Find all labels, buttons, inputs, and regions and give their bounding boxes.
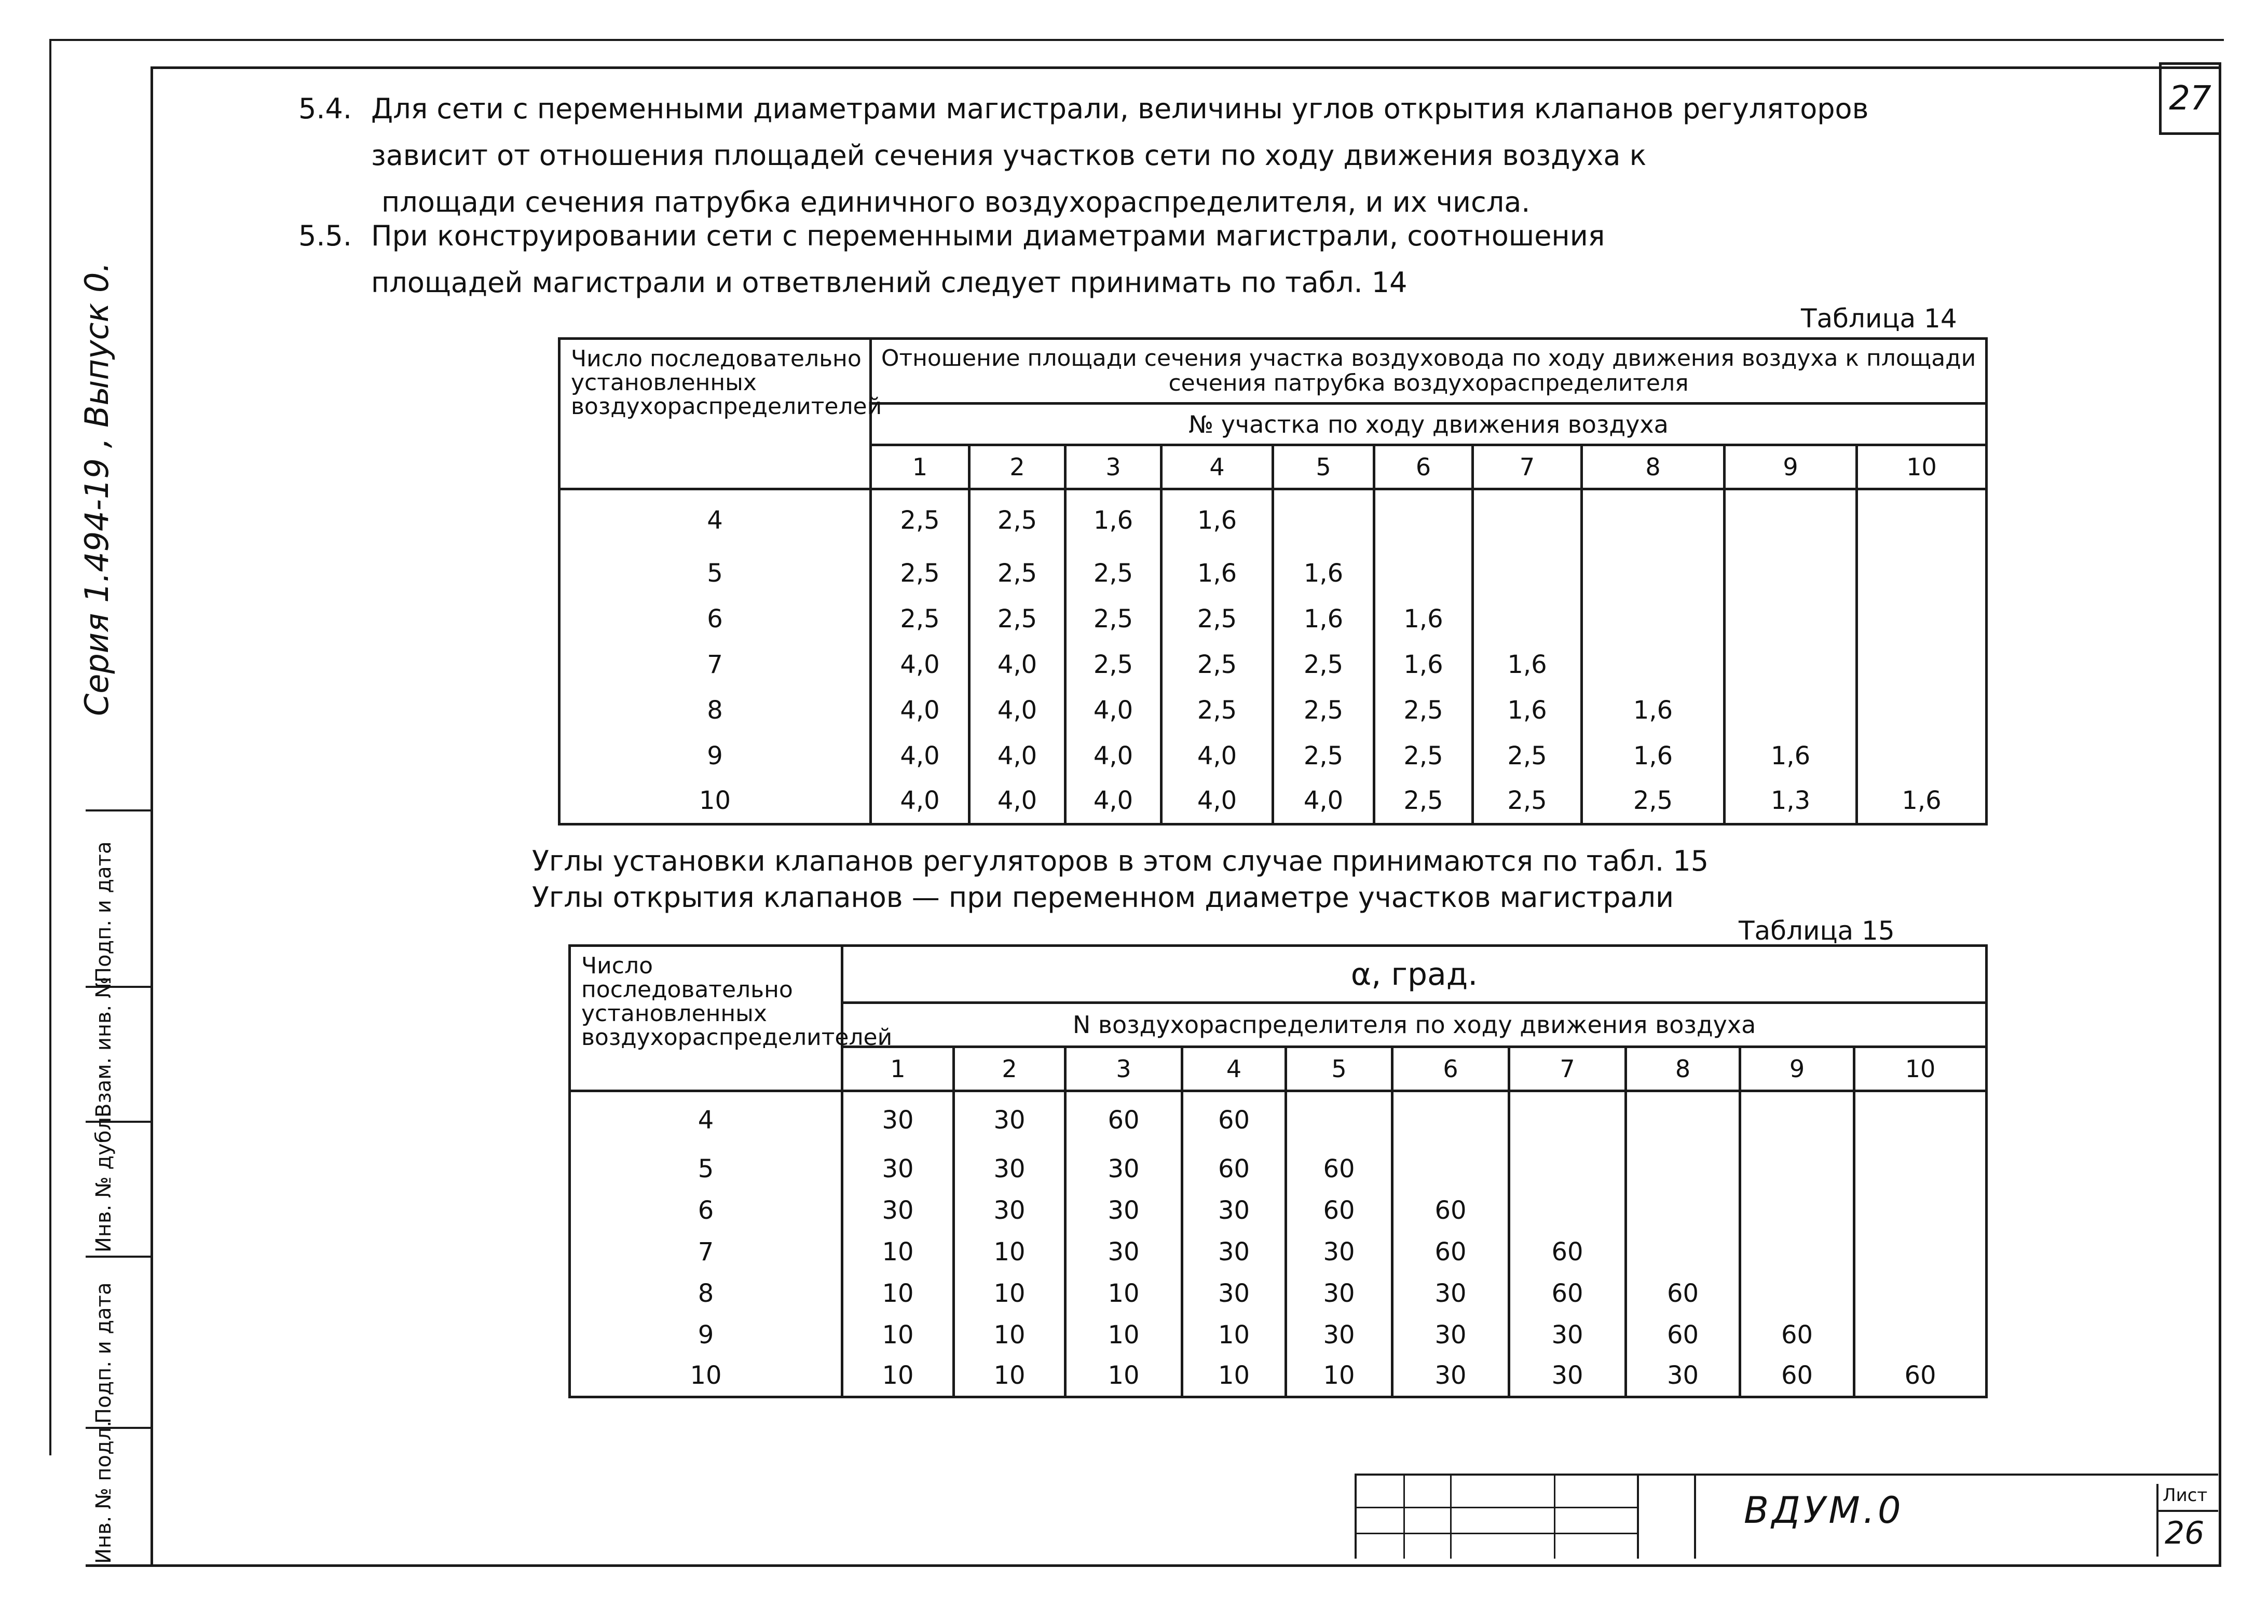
table-14 (558, 337, 1988, 825)
table-cell (1374, 550, 1473, 596)
table15-group-header: α, град. (842, 946, 1987, 1003)
table-cell: 4,0 (1162, 733, 1273, 779)
table-cell: 30 (842, 1190, 954, 1231)
table-cell: 2,5 (1374, 687, 1473, 733)
table-cell: 10 (842, 1356, 954, 1397)
table-cell: 4,0 (871, 779, 969, 824)
table-cell: 30 (1065, 1231, 1182, 1273)
table-cell: 30 (1509, 1356, 1626, 1397)
paragraph-line (298, 213, 1605, 259)
table-cell (1854, 1231, 1987, 1273)
table-row (559, 642, 1987, 687)
row-count-cell: 10 (570, 1356, 842, 1397)
stamp-cell (86, 976, 151, 1123)
table-cell: 1,6 (1374, 596, 1473, 642)
table-row (570, 1091, 1987, 1148)
paragraph-5-4 (298, 86, 1868, 226)
row-count-cell: 10 (559, 779, 871, 824)
table-cell: 30 (1392, 1356, 1509, 1397)
paragraph-5-5 (298, 213, 1605, 306)
table-cell: 60 (1740, 1356, 1854, 1397)
table-cell: 2,5 (1065, 642, 1162, 687)
table-cell: 4,0 (969, 687, 1065, 733)
stamp-label: Подп. и дата (92, 1282, 116, 1424)
table-cell: 4,0 (1273, 779, 1374, 824)
row-count-cell: 4 (570, 1091, 842, 1148)
series-side-title: Серия 1.494-19 , Выпуск 0. (78, 262, 116, 716)
table-cell: 60 (1286, 1190, 1392, 1231)
table14-column-header: 1 (871, 445, 969, 489)
table-cell: 4,0 (871, 733, 969, 779)
table-cell (1854, 1091, 1987, 1148)
table-cell (1582, 550, 1725, 596)
document-code: ВДУМ.0 (1744, 1489, 1904, 1532)
table-cell: 1,6 (1374, 642, 1473, 687)
table-cell: 4,0 (969, 733, 1065, 779)
table-cell: 4,0 (1162, 779, 1273, 824)
approval-stamp-column (86, 809, 151, 1567)
stamp-cell (86, 809, 151, 988)
paragraph-line (298, 86, 1868, 132)
table-cell: 10 (954, 1356, 1065, 1397)
table-row (559, 596, 1987, 642)
table-cell: 60 (1182, 1091, 1286, 1148)
page-number: 27 (2159, 62, 2221, 135)
table-cell: 60 (1182, 1148, 1286, 1190)
table-cell: 1,6 (1857, 779, 1987, 824)
table-cell (1857, 687, 1987, 733)
table-cell: 2,5 (969, 489, 1065, 550)
table-row (559, 733, 1987, 779)
table-cell: 1,6 (1473, 642, 1582, 687)
table-cell (1740, 1273, 1854, 1314)
table14-caption: Таблица 14 (1801, 304, 1957, 334)
mid-text-line: Углы открытия клапанов — при переменном диаметре участков магистрали (532, 881, 1674, 914)
table-cell: 2,5 (1473, 733, 1582, 779)
mid-text (532, 843, 1709, 916)
table-cell (1273, 489, 1374, 550)
row-count-cell: 9 (570, 1314, 842, 1356)
table-cell (1582, 489, 1725, 550)
table-cell: 60 (1286, 1148, 1392, 1190)
table-cell: 2,5 (1162, 687, 1273, 733)
row-count-cell: 4 (559, 489, 871, 550)
frame-bottom-line (86, 1564, 2221, 1567)
table-cell: 60 (1626, 1314, 1740, 1356)
table15-column-header: 10 (1854, 1047, 1987, 1091)
table-cell: 30 (1065, 1190, 1182, 1231)
table-cell (1740, 1190, 1854, 1231)
table14-group-header: Отношение площади сечения участка воздуховода по ходу движения воздуха к площади сечения патрубка воздухораспределителя (871, 339, 1987, 404)
table-cell (1626, 1148, 1740, 1190)
table-cell (1374, 489, 1473, 550)
row-count-cell: 8 (559, 687, 871, 733)
sheet-box (2156, 1484, 2218, 1557)
table14-row-header: Число последовательно установленных воздухораспределителей (559, 339, 871, 489)
paragraph-text: площади сечения патрубка единичного воздухораспределителя, и их числа. (381, 186, 1531, 218)
table-cell: 2,5 (871, 489, 969, 550)
frame-inner-top-line (151, 66, 2221, 69)
table-row (570, 1148, 1987, 1190)
table-row (570, 1314, 1987, 1356)
table14-column-header: 8 (1582, 445, 1725, 489)
table-cell: 10 (1286, 1356, 1392, 1397)
table-cell: 30 (954, 1190, 1065, 1231)
table15-column-header: 5 (1286, 1047, 1392, 1091)
table15-column-header: 6 (1392, 1047, 1509, 1091)
table-row (570, 1190, 1987, 1231)
table15-column-header: 8 (1626, 1047, 1740, 1091)
table-cell: 1,6 (1273, 596, 1374, 642)
table15-column-header: 4 (1182, 1047, 1286, 1091)
table-15 (568, 944, 1988, 1398)
table-cell: 4,0 (969, 779, 1065, 824)
table-cell: 10 (1065, 1314, 1182, 1356)
table-cell (1725, 489, 1857, 550)
table-cell: 10 (954, 1231, 1065, 1273)
table-cell: 10 (842, 1231, 954, 1273)
paragraph-text: площадей магистрали и ответвлений следует принимать по табл. 14 (371, 266, 1408, 299)
table-row (570, 1273, 1987, 1314)
table-cell: 60 (1740, 1314, 1854, 1356)
sheet-label: Лист (2163, 1485, 2208, 1506)
table-cell (1857, 550, 1987, 596)
table-row (570, 1231, 1987, 1273)
table-cell: 2,5 (1065, 596, 1162, 642)
table14-column-header: 3 (1065, 445, 1162, 489)
table-cell: 30 (954, 1148, 1065, 1190)
table-row (559, 550, 1987, 596)
table-cell: 1,6 (1582, 687, 1725, 733)
title-block-divider (1450, 1476, 1452, 1559)
stamp-label: Инв. № дубл. (92, 1110, 116, 1253)
table-cell: 60 (1065, 1091, 1182, 1148)
table-cell: 60 (1854, 1356, 1987, 1397)
table-cell: 60 (1509, 1231, 1626, 1273)
table-cell: 10 (1065, 1273, 1182, 1314)
sheet-box-divider (2158, 1510, 2218, 1512)
table-cell (1582, 642, 1725, 687)
paragraph-text: Для сети с переменными диаметрами магистрали, величины углов открытия клапанов регуляторов (371, 92, 1869, 125)
table-cell: 4,0 (1065, 779, 1162, 824)
table-cell: 30 (842, 1091, 954, 1148)
sheet-number: 26 (2165, 1515, 2205, 1551)
table14-sub-header: № участка по ходу движения воздуха (871, 404, 1987, 445)
row-count-cell: 5 (559, 550, 871, 596)
stamp-cell (86, 1421, 151, 1569)
table-cell: 60 (1626, 1273, 1740, 1314)
row-count-cell: 7 (559, 642, 871, 687)
row-count-cell: 5 (570, 1148, 842, 1190)
table-cell: 2,5 (1065, 550, 1162, 596)
frame-top-line (49, 39, 2224, 41)
table-cell: 30 (954, 1091, 1065, 1148)
table14-column-header: 7 (1473, 445, 1582, 489)
table-cell (1854, 1314, 1987, 1356)
table-cell: 30 (842, 1148, 954, 1190)
table-cell (1740, 1231, 1854, 1273)
table-cell: 1,6 (1725, 733, 1857, 779)
table-cell: 30 (1286, 1273, 1392, 1314)
table-cell: 10 (1182, 1356, 1286, 1397)
table-cell: 1,6 (1582, 733, 1725, 779)
table-cell: 30 (1182, 1190, 1286, 1231)
table-cell: 1,6 (1473, 687, 1582, 733)
table-cell: 30 (1182, 1273, 1286, 1314)
table-cell: 60 (1392, 1190, 1509, 1231)
table-cell: 4,0 (871, 642, 969, 687)
table15-column-header: 3 (1065, 1047, 1182, 1091)
table-cell (1725, 642, 1857, 687)
table-cell: 4,0 (1065, 733, 1162, 779)
table15-column-header: 2 (954, 1047, 1065, 1091)
table-cell: 2,5 (1273, 687, 1374, 733)
frame-left-inner-line (151, 67, 153, 1567)
table-cell (1740, 1091, 1854, 1148)
table-cell (1473, 489, 1582, 550)
table-cell: 2,5 (1273, 642, 1374, 687)
table14-column-header: 10 (1857, 445, 1987, 489)
table-cell (1857, 489, 1987, 550)
table-cell: 10 (1182, 1314, 1286, 1356)
table-cell (1854, 1273, 1987, 1314)
table-cell: 10 (954, 1314, 1065, 1356)
row-count-cell: 6 (570, 1190, 842, 1231)
table-cell (1626, 1091, 1740, 1148)
table-cell: 10 (842, 1273, 954, 1314)
table-cell: 10 (1065, 1356, 1182, 1397)
table-cell (1626, 1190, 1740, 1231)
table-cell (1509, 1091, 1626, 1148)
title-block-divider (1357, 1507, 1637, 1508)
table-cell (1725, 687, 1857, 733)
table-row (570, 1356, 1987, 1397)
row-count-cell: 7 (570, 1231, 842, 1273)
table-cell: 2,5 (1162, 596, 1273, 642)
table-cell: 4,0 (871, 687, 969, 733)
table14-column-header: 2 (969, 445, 1065, 489)
table-cell: 1,6 (1065, 489, 1162, 550)
paragraph-line (298, 259, 1605, 306)
table-cell: 2,5 (871, 596, 969, 642)
table-cell: 2,5 (1374, 733, 1473, 779)
paragraph-number: 5.5. (298, 219, 352, 252)
table14-column-header: 6 (1374, 445, 1473, 489)
stamp-label: Инв. № подл. (92, 1421, 116, 1564)
table-row (559, 489, 1987, 550)
row-count-cell: 9 (559, 733, 871, 779)
table-cell (1857, 596, 1987, 642)
table-cell: 2,5 (1162, 642, 1273, 687)
table-cell: 1,6 (1273, 550, 1374, 596)
table-cell: 2,5 (1582, 779, 1725, 824)
table-cell (1854, 1148, 1987, 1190)
table-cell: 2,5 (871, 550, 969, 596)
table-cell (1725, 550, 1857, 596)
table-cell (1509, 1190, 1626, 1231)
table15-column-header: 7 (1509, 1047, 1626, 1091)
table-cell: 30 (1626, 1356, 1740, 1397)
paragraph-text: При конструировании сети с переменными диаметрами магистрали, соотношения (371, 219, 1605, 252)
table-cell (1857, 642, 1987, 687)
table-row (559, 687, 1987, 733)
table-cell (1392, 1148, 1509, 1190)
table-cell (1740, 1148, 1854, 1190)
table-cell: 60 (1392, 1231, 1509, 1273)
table-cell: 30 (1392, 1273, 1509, 1314)
table-cell: 60 (1509, 1273, 1626, 1314)
title-block-divider (1554, 1476, 1555, 1559)
table-cell (1626, 1231, 1740, 1273)
stamp-label: Взам. инв. № (92, 976, 116, 1118)
table-cell: 2,5 (1273, 733, 1374, 779)
title-block-divider (1403, 1476, 1405, 1559)
table-cell (1286, 1091, 1392, 1148)
table15-sub-header: N воздухораспределителя по ходу движения воздуха (842, 1003, 1987, 1047)
row-count-cell: 8 (570, 1273, 842, 1314)
table-cell: 2,5 (1374, 779, 1473, 824)
title-block-divider (1694, 1476, 1696, 1559)
title-block-divider (1637, 1476, 1639, 1559)
table14-column-header: 5 (1273, 445, 1374, 489)
paragraph-line (298, 132, 1868, 179)
stamp-label: Подп. и дата (92, 841, 116, 983)
table-cell (1473, 550, 1582, 596)
table-cell: 1,6 (1162, 550, 1273, 596)
table-cell: 2,5 (969, 550, 1065, 596)
table-cell: 2,5 (1473, 779, 1582, 824)
table-cell: 30 (1286, 1231, 1392, 1273)
paragraph-number: 5.4. (298, 92, 352, 125)
table-cell: 30 (1286, 1314, 1392, 1356)
table-cell: 10 (954, 1273, 1065, 1314)
table-cell: 10 (842, 1314, 954, 1356)
stamp-cell (86, 1256, 151, 1429)
table-cell (1857, 733, 1987, 779)
table-cell: 4,0 (969, 642, 1065, 687)
table-cell (1509, 1148, 1626, 1190)
paragraph-text: зависит от отношения площадей сечения участков сети по ходу движения воздуха к (371, 139, 1647, 172)
table-cell (1473, 596, 1582, 642)
table15-column-header: 9 (1740, 1047, 1854, 1091)
frame-left-outer-line (49, 39, 51, 1455)
row-count-cell: 6 (559, 596, 871, 642)
table-cell (1854, 1190, 1987, 1231)
stamp-cell (86, 1110, 151, 1258)
table15-row-header: Число последовательно установленных воздухораспределителей (570, 946, 842, 1091)
table-cell: 1,3 (1725, 779, 1857, 824)
table14-column-header: 9 (1725, 445, 1857, 489)
table-row (559, 779, 1987, 824)
table-cell: 30 (1509, 1314, 1626, 1356)
table-cell (1725, 596, 1857, 642)
table14-column-header: 4 (1162, 445, 1273, 489)
mid-text-line: Углы установки клапанов регуляторов в этом случае принимаются по табл. 15 (532, 845, 1709, 877)
title-block-divider (1357, 1533, 1637, 1534)
table-cell (1582, 596, 1725, 642)
table15-caption: Таблица 15 (1739, 916, 1895, 946)
table15-column-header: 1 (842, 1047, 954, 1091)
table-cell: 30 (1392, 1314, 1509, 1356)
table-cell: 30 (1182, 1231, 1286, 1273)
table-cell: 4,0 (1065, 687, 1162, 733)
table-cell: 1,6 (1162, 489, 1273, 550)
frame-right-line (2219, 66, 2221, 1566)
table-cell (1392, 1091, 1509, 1148)
table-cell: 30 (1065, 1148, 1182, 1190)
table-cell: 2,5 (969, 596, 1065, 642)
